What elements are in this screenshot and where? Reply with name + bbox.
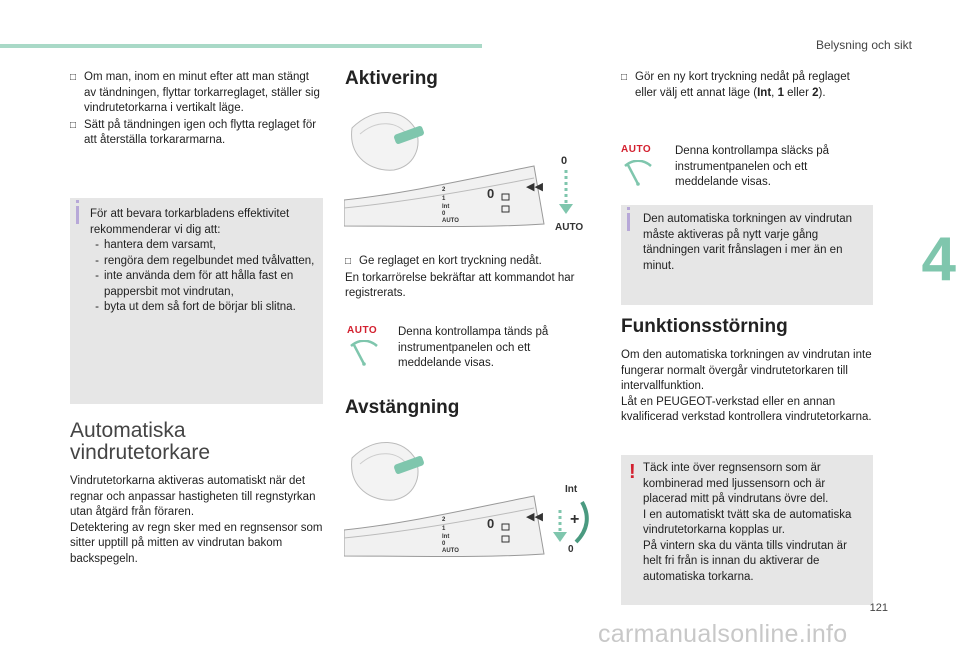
reactivation-info-box: Den automatiska torkningen av vindrutan måste aktiveras på nytt varje gång tändningen varit frånslagen i mer än en minut.: [621, 205, 873, 305]
lever-mark: 1: [442, 196, 446, 202]
wiper-lamp-icon: [623, 160, 653, 186]
auto-lamp-label: AUTO: [621, 144, 652, 155]
wiper-stalk-figure-deactivation: [344, 438, 590, 570]
list-item: - rengöra dem regelbundet med tvålvatten,: [95, 254, 315, 267]
section-title: Belysning och sikt: [815, 38, 912, 52]
list-item: □ Sätt på tändningen igen och flytta reglaget för att återställa torkararmarna.: [70, 118, 324, 149]
svg-text:0: 0: [487, 516, 495, 531]
col1-bullets: [70, 70, 324, 150]
lever-mark: AUTO: [442, 218, 459, 224]
malfunction-body: Om den automatiska torkningen av vindrutan inte fungerar normalt övergår vindrutetorkaren till intervallfunktion. Låt en PEUGEOT-verkstad eller en annan kvalificerad verkstad kontrollera vindrutetorkarna.: [621, 349, 872, 423]
lever-mark: 2: [442, 517, 446, 523]
list-item: □ Ge reglaget en kort tryckning nedåt.: [345, 254, 595, 270]
list-item: □ Om man, inom en minut efter att man stängt av tändningen, flyttar torkarreglaget, ställer sig vindrutetorkarna i vertikalt läge.: [70, 70, 324, 117]
svg-text:+: +: [570, 511, 580, 528]
chapter-number: 4: [921, 225, 956, 294]
lever-mark: 0: [442, 541, 446, 547]
auto-lamp-label: AUTO: [347, 325, 378, 336]
list-item: - hantera dem varsamt,: [95, 239, 216, 251]
activation-heading: Aktivering: [345, 68, 438, 89]
lever-mark: Int: [442, 204, 450, 210]
col1-body: Vindrutetorkarna aktiveras automatiskt när det regnar och anpassar hastigheten till regnstyrkan utan åtgärd från föraren. Detektering av regn sker med en regnsensor som sitter upptill på mitten av vindrutan bakom backspegeln.: [70, 475, 323, 565]
lamp-off-text: Denna kontrollampa släcks på instrumentpanelen och ett meddelande visas.: [675, 145, 830, 188]
lever-mark: 0: [442, 211, 446, 217]
figure-label-bottom: AUTO: [555, 222, 584, 233]
info-intro: För att bevara torkarbladens effektivitet rekommenderar vi dig att:: [90, 208, 290, 236]
top-accent-bar: [0, 44, 482, 48]
figure-label-top: 0: [561, 155, 568, 167]
watermark: carmanualsonline.info: [598, 620, 848, 648]
lever-mark: Int: [442, 534, 450, 540]
info-icon: [627, 213, 630, 231]
list-item: - inte använda dem för att hålla fast en pappersbit mot vindrutan,: [95, 270, 294, 298]
lever-mark: AUTO: [442, 548, 459, 554]
lever-mark: 2: [442, 187, 446, 193]
warning-box: ! Täck inte över regnsensorn som är kombinerad med ljussensorn och är placerad mitt på vindrutans övre del. I en automatiskt tvätt ska de automatiska vindrutetorkarna kopplas ur. På vintern ska du vänta tills vindrutan är helt fri från is innan du aktiverar de automatiska torkarna.: [621, 455, 873, 605]
bullet-square-icon: □: [70, 119, 77, 131]
col3-bullet: [621, 70, 873, 102]
svg-text:◀◀: ◀◀: [526, 510, 543, 523]
lever-mark: 1: [442, 526, 446, 532]
list-item: - byta ut dem så fort de börjar bli slitna.: [95, 301, 296, 313]
wiper-stalk-figure-activation: [344, 108, 590, 240]
figure-label-top: Int: [565, 484, 578, 495]
care-info-box: [70, 198, 323, 404]
page-number: 121: [869, 602, 888, 614]
list-item: □ Gör en ny kort tryckning nedåt på reglaget eller välj ett annat läge (Int, 1 eller 2).: [621, 70, 873, 101]
svg-text:0: 0: [487, 186, 495, 201]
malfunction-heading: Funktionsstörning: [621, 316, 788, 337]
warning-icon: !: [629, 461, 636, 483]
activation-text: □ Ge reglaget en kort tryckning nedåt. En torkarrörelse bekräftar att kommandot har registrerats.: [345, 254, 595, 302]
deactivation-heading: Avstängning: [345, 397, 460, 418]
wiper-lamp-icon: [349, 340, 379, 366]
bullet-square-icon: □: [345, 256, 352, 267]
svg-text:◀◀: ◀◀: [526, 180, 543, 193]
auto-wipers-heading: Automatiska vindrutetorkare: [70, 419, 211, 464]
figure-label-bottom: 0: [568, 544, 574, 555]
bullet-square-icon: □: [621, 72, 628, 83]
info-icon: [76, 206, 79, 224]
bullet-square-icon: □: [70, 72, 77, 83]
lamp-on-text: Denna kontrollampa tänds på instrumentpanelen och ett meddelande visas.: [398, 326, 549, 369]
